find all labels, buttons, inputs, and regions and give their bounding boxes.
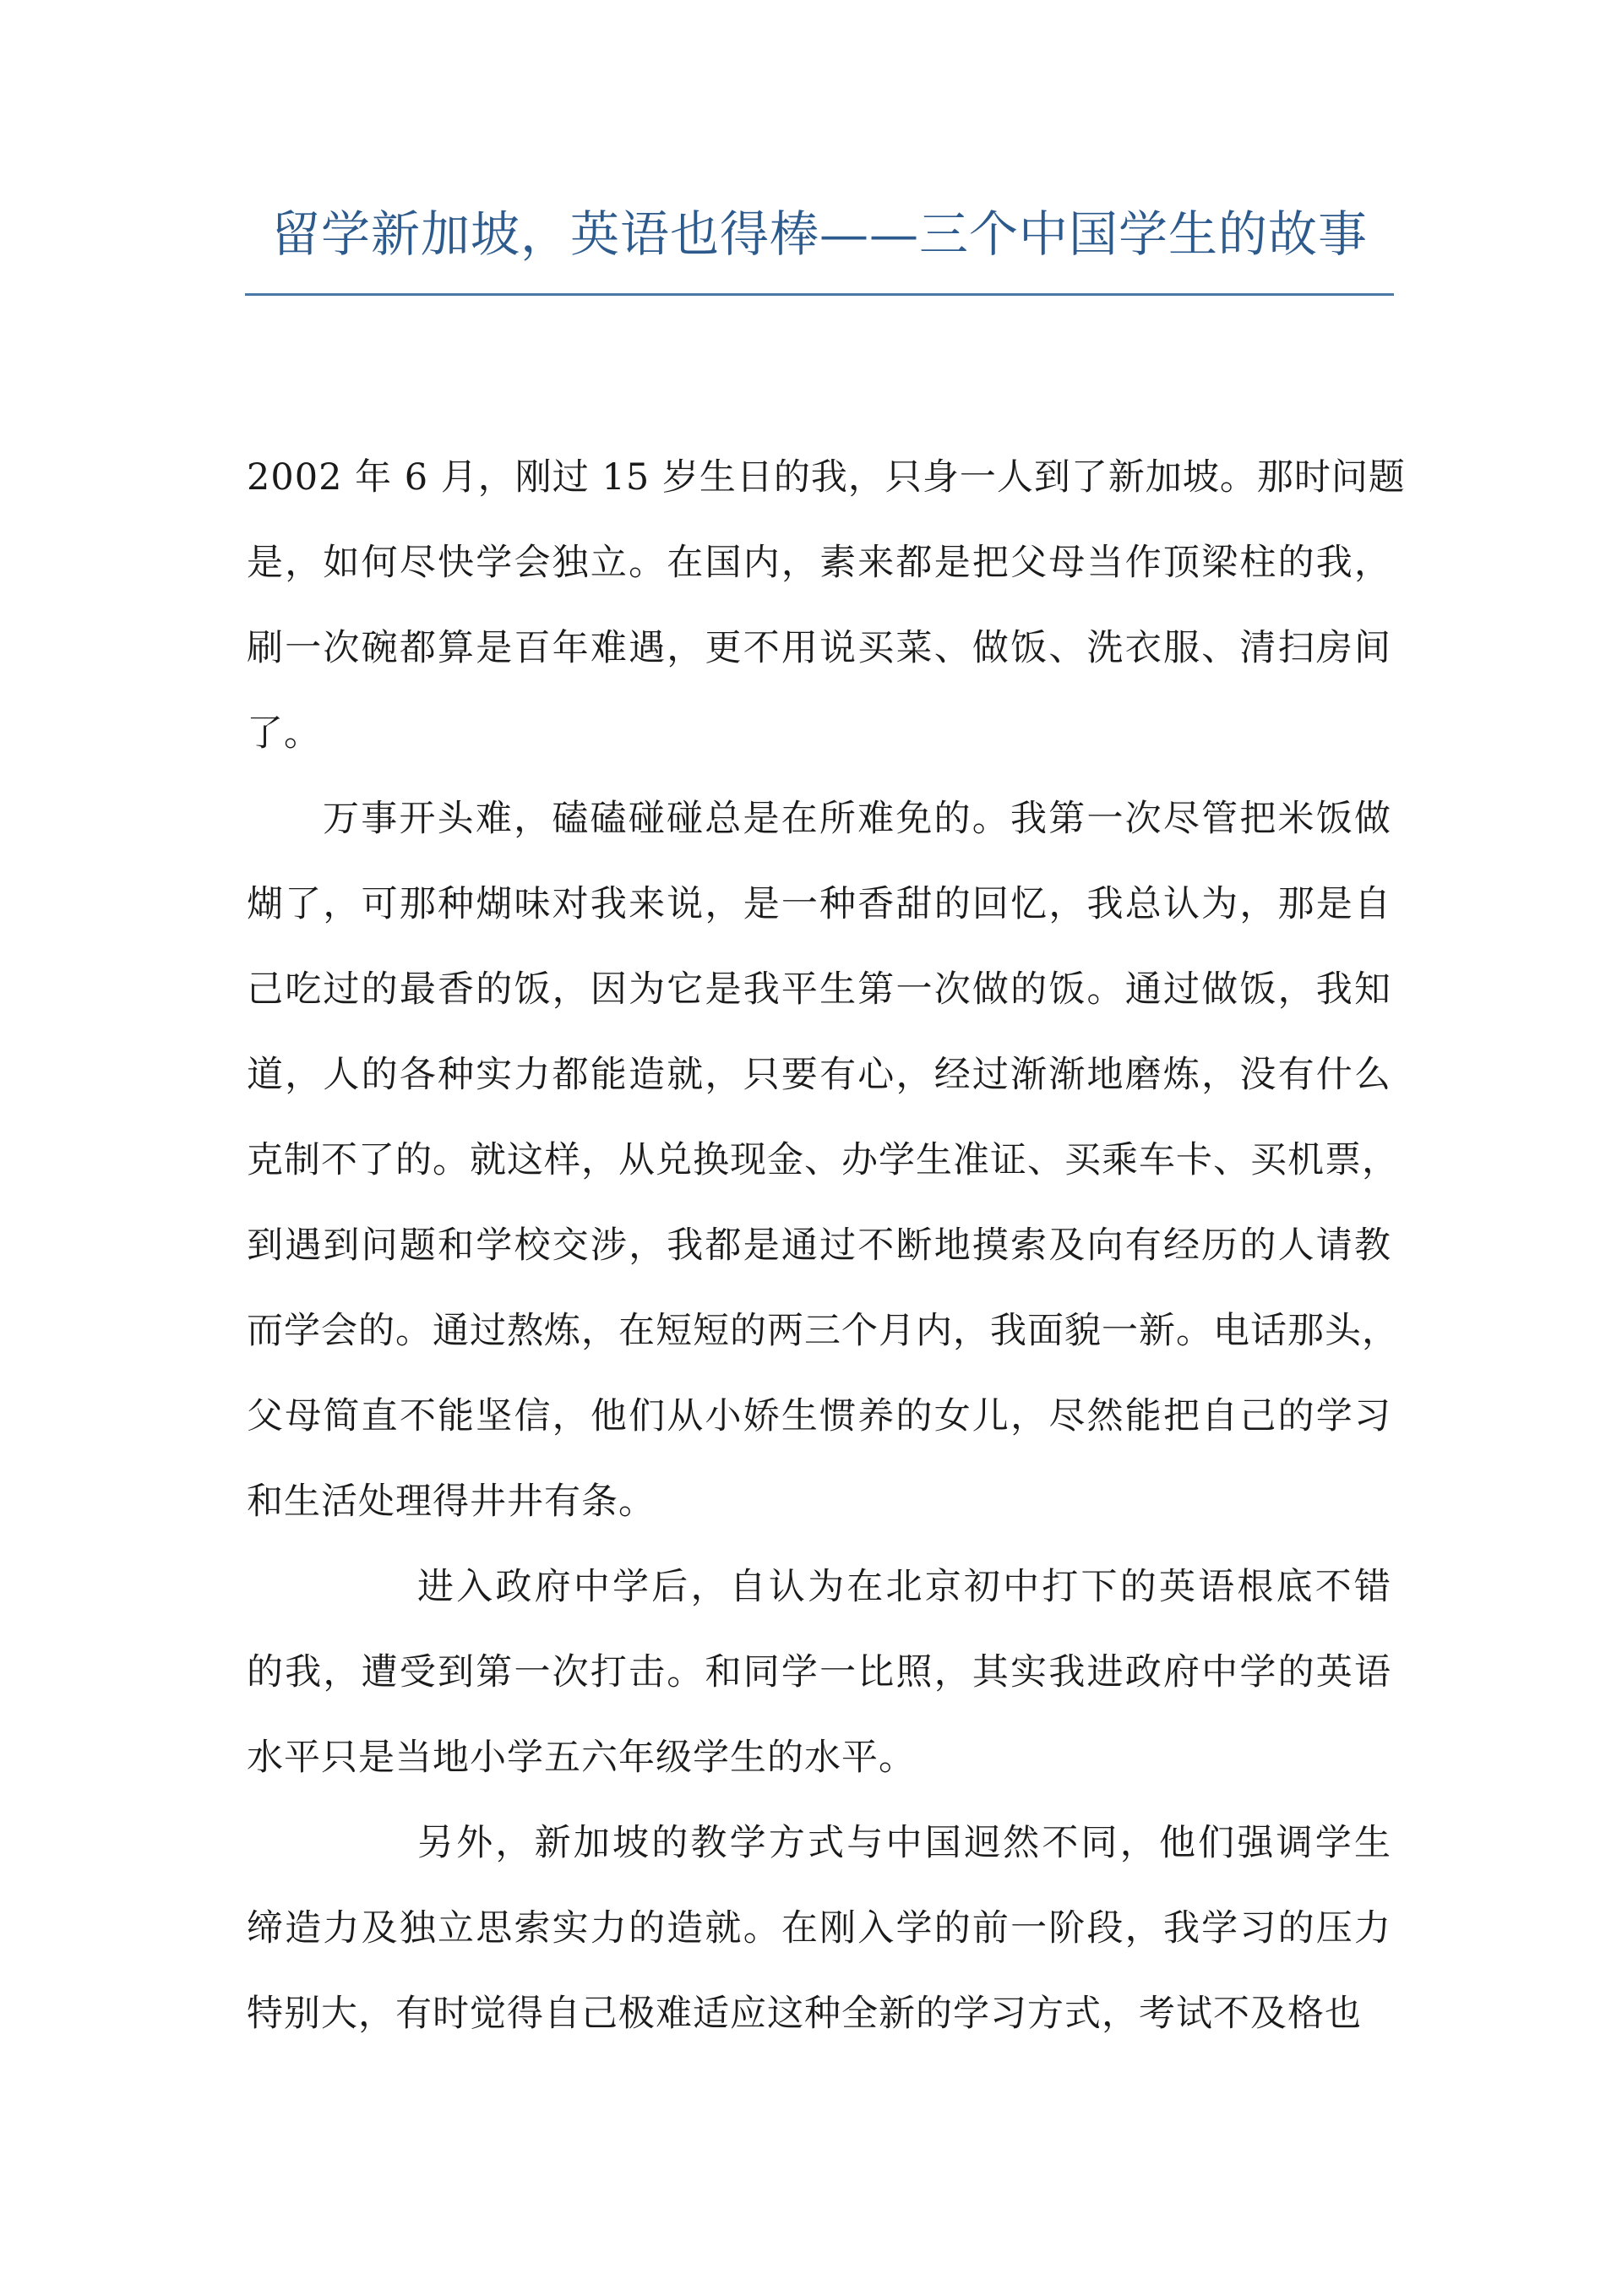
title-block bbox=[245, 196, 1394, 296]
paragraph bbox=[247, 777, 1399, 1545]
text-line: 刷一次碗都算是百年难遇，更不用说买菜、做饭、洗衣服、清扫房间 bbox=[247, 627, 1391, 669]
text-line: 己吃过的最香的饭，因为它是我平生第一次做的饭。通过做饭，我知 bbox=[247, 968, 1391, 1011]
text-line: 的我，遭受到第一次打击。和同学一比照，其实我进政府中学的英语 bbox=[247, 1651, 1391, 1693]
paragraph bbox=[247, 1801, 1391, 2057]
text-line: 到遇到问题和学校交涉，我都是通过不断地摸索及向有经历的人请教 bbox=[247, 1224, 1391, 1267]
text-line: 煳了，可那种煳味对我来说，是一种香甜的回忆，我总认为，那是自 bbox=[247, 883, 1391, 925]
text-line: 父母简直不能坚信，他们从小娇生惯养的女儿，尽然能把自己的学习 bbox=[247, 1395, 1391, 1437]
paragraph bbox=[247, 1545, 1391, 1801]
paragraph bbox=[247, 435, 1406, 777]
text-line: 缔造力及独立思索实力的造就。在刚入学的前一阶段，我学习的压力 bbox=[247, 1907, 1391, 1950]
text-line: 万事开头难，磕磕碰碰总是在所难免的。我第一次尽管把米饭做 bbox=[323, 798, 1391, 840]
text-line: 特别大，有时觉得自己极难适应这种全新的学习方式，考试不及格也 bbox=[247, 1993, 1362, 2035]
text-line: 和生活处理得井井有条。 bbox=[247, 1481, 656, 1523]
document-body bbox=[247, 435, 1406, 2057]
text-line: 了。 bbox=[247, 712, 321, 755]
text-line: 而学会的。通过熬炼，在短短的两三个月内，我面貌一新。电话那头， bbox=[247, 1310, 1399, 1352]
text-line: 水平只是当地小学五六年级学生的水平。 bbox=[247, 1737, 916, 1779]
text-line: 是，如何尽快学会独立。在国内，素来都是把父母当作顶梁柱的我， bbox=[247, 542, 1391, 584]
text-line: 进入政府中学后，自认为在北京初中打下的英语根底不错 bbox=[417, 1566, 1391, 1608]
text-line: 另外，新加坡的教学方式与中国迥然不同，他们强调学生 bbox=[417, 1822, 1391, 1864]
document-title: 留学新加坡，英语也得棒——三个中国学生的故事 bbox=[270, 205, 1368, 263]
text-line: 2002 年 6 月，刚过 15 岁生日的我，只身一人到了新加坡。那时问题 bbox=[247, 456, 1406, 499]
text-line: 克制不了的。就这样，从兑换现金、办学生准证、买乘车卡、买机票， bbox=[247, 1139, 1399, 1181]
text-line: 道，人的各种实力都能造就，只要有心，经过渐渐地磨炼，没有什么 bbox=[247, 1054, 1391, 1096]
